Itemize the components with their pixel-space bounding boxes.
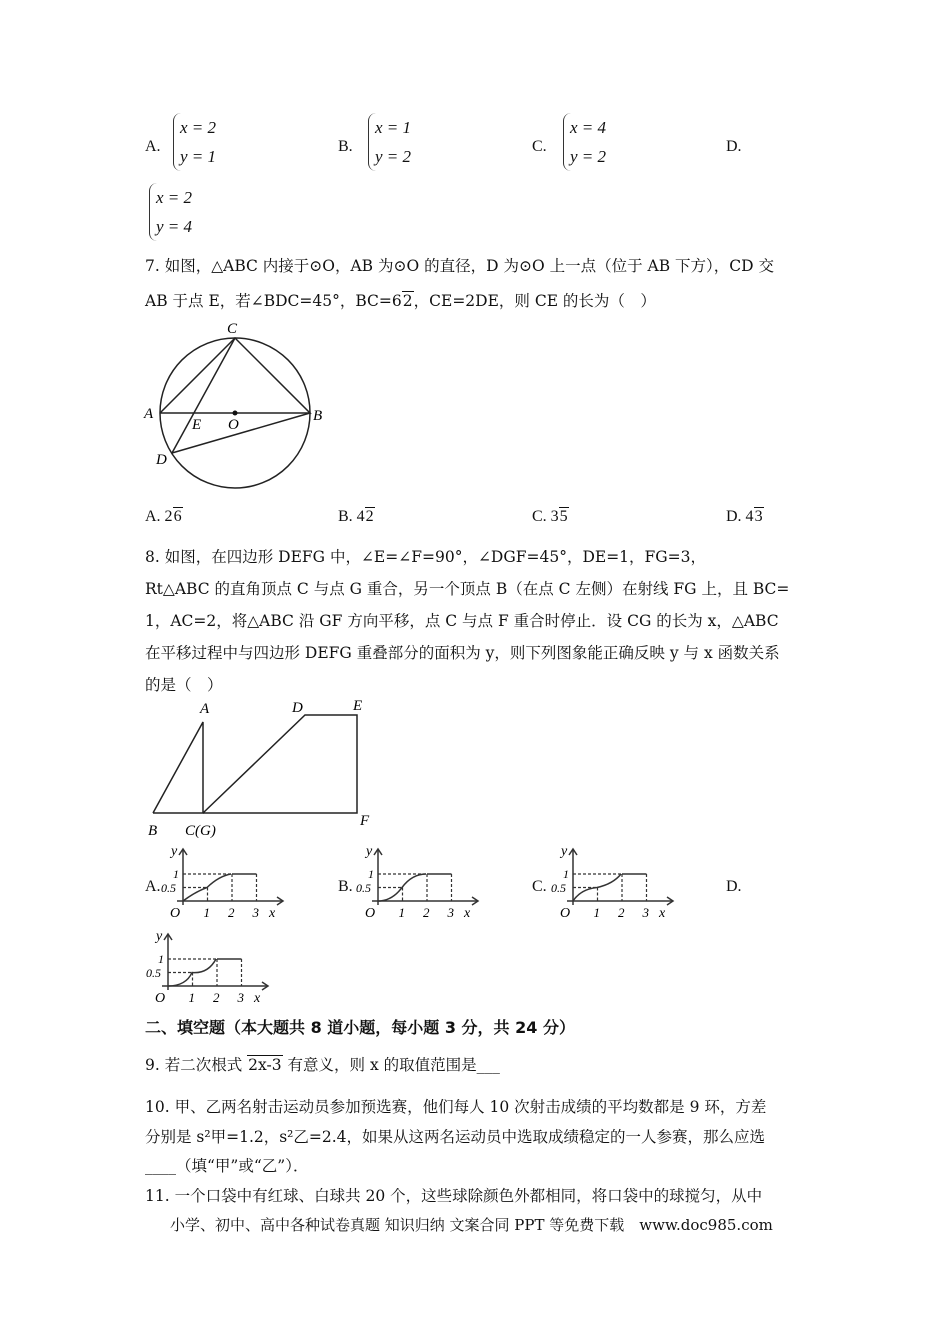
q6-option-b-label: B. <box>338 138 353 155</box>
footer-text: 小学、初中、高中各种试卷真题 知识归纳 文案合同 PPT 等免费下载 www.doc985.com <box>170 1216 773 1234</box>
label-c: C <box>227 321 238 337</box>
q7-circle-figure <box>140 315 340 490</box>
q6-option-d-label: D. <box>726 138 742 155</box>
tick-x2: 2 <box>228 905 235 920</box>
sqrt-radicand: 2 <box>365 508 374 525</box>
q6-option-a-system <box>173 113 216 171</box>
option-label: A. 2 <box>145 508 173 525</box>
tick-x3: 3 <box>447 905 454 920</box>
tick-x3: 3 <box>642 905 649 920</box>
tick-x3: 3 <box>252 905 259 920</box>
label-e: E <box>192 417 202 433</box>
tick-0.5: 0.5 <box>146 966 161 980</box>
option-label: D. 4 <box>726 508 754 525</box>
tick-1: 1 <box>563 867 569 881</box>
label-a: A <box>200 701 210 717</box>
q8-text-line2: Rt△ABC 的直角顶点 C 与点 G 重合，另一个顶点 B（在点 C 左侧）在射线 FG 上，且 BC= <box>145 580 790 598</box>
tick-1: 1 <box>368 867 374 881</box>
tick-x2: 2 <box>423 905 430 920</box>
section-2-heading: 二、填空题（本大题共 8 道小题，每小题 3 分，共 24 分） <box>145 1018 575 1037</box>
q8-graph-option-b <box>350 843 485 923</box>
q10-text-line1: 10. 甲、乙两名射击运动员参加预选赛，他们每人 10 次射击成绩的平均数都是 9 环，方差 <box>145 1098 767 1116</box>
sqrt-radicand: 5 <box>559 508 568 525</box>
q8-option-d-label: D. <box>726 878 742 895</box>
label-b: B <box>313 408 323 424</box>
q7-option-a <box>145 508 183 526</box>
sqrt-radicand: 3 <box>754 508 763 525</box>
label-d: D <box>292 700 303 716</box>
x-axis-label: x <box>254 991 261 1006</box>
q6-option-c-label: C. <box>532 138 547 155</box>
x-axis-label: x <box>269 906 276 921</box>
q7-option-b <box>338 508 375 526</box>
eq-x: x = 1 <box>375 118 412 137</box>
q8-graph-option-a <box>155 843 290 923</box>
tick-1: 1 <box>173 867 179 881</box>
q6-option-d-system <box>149 183 192 241</box>
tick-x1: 1 <box>398 905 405 920</box>
y-axis-label: y <box>156 929 163 944</box>
sqrt-radicand: 6 <box>173 508 182 525</box>
y-axis-label: y <box>561 844 568 859</box>
label-o: O <box>228 417 239 433</box>
q8-text-line4: 在平移过程中与四边形 DEFG 重叠部分的面积为 y，则下列图象能正确反映 y 与 x 函数关系 <box>145 644 780 662</box>
q6-option-c-system <box>563 113 606 171</box>
q9-text <box>145 1053 500 1075</box>
option-label: B. 4 <box>338 508 365 525</box>
origin-label: O <box>155 991 166 1006</box>
q8-text-line5: 的是（ ） <box>145 676 223 694</box>
tick-0.5: 0.5 <box>161 881 176 895</box>
q8-text-line3: 1，AC=2，将△ABC 沿 GF 方向平移，点 C 与点 F 重合时停止．设 CG 的长为 x，△ABC <box>145 612 779 630</box>
eq-x: x = 2 <box>156 188 193 207</box>
eq-y: y = 1 <box>180 147 217 166</box>
q6-option-b-system <box>368 113 411 171</box>
q7-text-line2 <box>145 289 656 311</box>
q9-text-b: 有意义，则 x 的取值范围是___ <box>287 1056 500 1074</box>
q8-graph-option-c <box>545 843 680 923</box>
q8-graph-option-d <box>140 928 275 1008</box>
sqrt-radicand: 2 <box>402 292 413 310</box>
q8-option-b-label: B. <box>338 878 353 895</box>
q10-text-line2: 分别是 s²甲=1.2，s²乙=2.4，如果从这两名运动员中选取成绩稳定的一人参赛，那么应选 <box>145 1128 766 1146</box>
tick-x2: 2 <box>213 990 220 1005</box>
q6-option-a-label: A. <box>145 138 161 155</box>
q7-option-c <box>532 508 569 526</box>
label-f: F <box>360 813 370 829</box>
label-d: D <box>156 452 167 468</box>
origin-label: O <box>560 906 571 921</box>
sqrt-radicand: 2x-3 <box>248 1056 282 1074</box>
origin-label: O <box>170 906 181 921</box>
eq-x: x = 2 <box>180 118 217 137</box>
tick-1: 1 <box>158 952 164 966</box>
y-axis-label: y <box>366 844 373 859</box>
y-axis-label: y <box>171 844 178 859</box>
q10-text-line3: ____（填“甲”或“乙”）． <box>145 1157 309 1175</box>
q8-option-a-label: A. <box>145 878 161 895</box>
tick-0.5: 0.5 <box>356 881 371 895</box>
origin-label: O <box>365 906 376 921</box>
eq-y: y = 2 <box>570 147 607 166</box>
q7-text: AB 于点 E，若∠BDC=45°，BC=6 <box>145 292 402 310</box>
label-e: E <box>353 698 363 714</box>
q8-quadrilateral-figure <box>140 690 380 840</box>
q7-text: ，CE=2DE，则 CE 的长为（ ） <box>413 292 656 310</box>
q7-text-line1: 7. 如图，△ABC 内接于⊙O，AB 为⊙O 的直径，D 为⊙O 上一点（位于 AB 下方），CD 交 <box>145 257 775 275</box>
label-cg: C(G) <box>185 823 216 839</box>
tick-x1: 1 <box>188 990 195 1005</box>
eq-x: x = 4 <box>570 118 607 137</box>
x-axis-label: x <box>659 906 666 921</box>
x-axis-label: x <box>464 906 471 921</box>
q9-text-a: 9. 若二次根式 <box>145 1056 243 1074</box>
eq-y: y = 4 <box>156 217 193 236</box>
label-b: B <box>148 823 158 839</box>
tick-0.5: 0.5 <box>551 881 566 895</box>
q7-option-d <box>726 508 764 526</box>
eq-y: y = 2 <box>375 147 412 166</box>
q8-option-c-label: C. <box>532 878 547 895</box>
tick-x1: 1 <box>203 905 210 920</box>
tick-x3: 3 <box>237 990 244 1005</box>
tick-x2: 2 <box>618 905 625 920</box>
option-label: C. 3 <box>532 508 559 525</box>
label-a: A <box>144 406 154 422</box>
tick-x1: 1 <box>593 905 600 920</box>
q8-text-line1: 8. 如图，在四边形 DEFG 中，∠E=∠F=90°，∠DGF=45°，DE=1，FG=3， <box>145 548 707 566</box>
q11-text-line1: 11. 一个口袋中有红球、白球共 20 个，这些球除颜色外都相同，将口袋中的球搅匀，从中 <box>145 1187 763 1205</box>
